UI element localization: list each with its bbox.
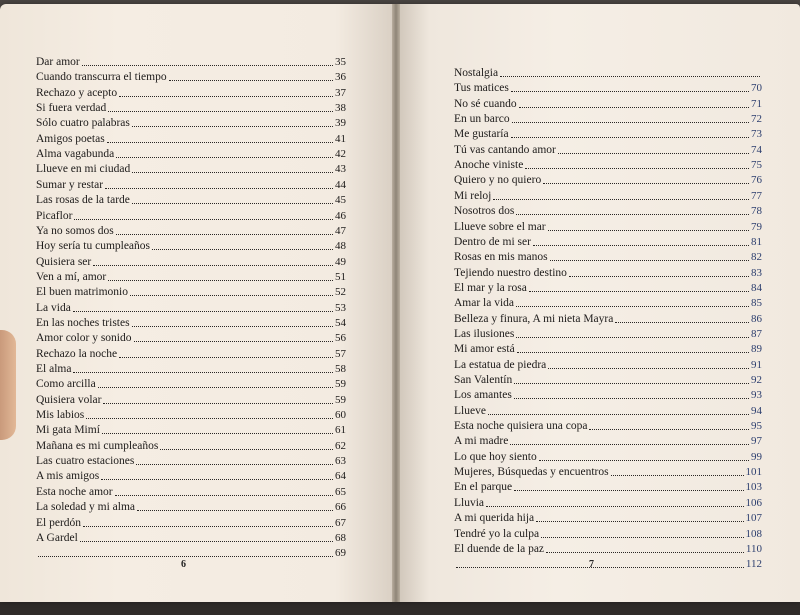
toc-entry-page: 61 bbox=[335, 424, 346, 437]
toc-dot-leader bbox=[611, 474, 744, 476]
toc-dot-leader bbox=[73, 310, 333, 312]
toc-entry bbox=[454, 174, 762, 186]
toc-entry-page: 63 bbox=[335, 455, 346, 468]
toc-entry-page: 71 bbox=[751, 97, 762, 110]
toc-entry bbox=[454, 451, 762, 463]
toc-entry-page: 38 bbox=[335, 102, 346, 115]
toc-entry-page: 35 bbox=[335, 56, 346, 68]
toc-entry-page: 93 bbox=[751, 389, 762, 402]
toc-entry-page: 82 bbox=[751, 251, 762, 264]
toc-entry-title: Mujeres, Búsquedas y encuentros bbox=[454, 466, 609, 479]
toc-dot-leader bbox=[132, 202, 333, 204]
toc-entry bbox=[454, 435, 762, 447]
toc-entry-title: Quisiera volar bbox=[36, 393, 102, 406]
toc-entry bbox=[454, 497, 762, 509]
toc-entry bbox=[36, 501, 346, 513]
toc-entry-page: 106 bbox=[745, 496, 762, 509]
toc-dot-leader bbox=[558, 152, 749, 154]
toc-entry bbox=[454, 282, 762, 294]
toc-dot-leader bbox=[516, 305, 749, 307]
toc-entry bbox=[36, 302, 346, 314]
toc-entry-page: 66 bbox=[335, 501, 346, 514]
toc-entry-title: Quisiera ser bbox=[36, 255, 92, 268]
toc-entry-title: Mi amor está bbox=[454, 343, 515, 356]
toc-entry-page: 84 bbox=[751, 281, 762, 294]
toc-entry-page: 49 bbox=[335, 255, 346, 268]
toc-entry-title: Tú vas cantando amor bbox=[454, 143, 556, 156]
toc-entry-page: 75 bbox=[751, 159, 762, 172]
toc-entry bbox=[454, 343, 762, 355]
toc-entry bbox=[36, 394, 346, 406]
toc-entry-page: 78 bbox=[751, 205, 762, 218]
toc-entry bbox=[36, 117, 346, 129]
toc-dot-leader bbox=[536, 520, 743, 522]
toc-entry bbox=[454, 543, 762, 555]
toc-entry-page: 79 bbox=[751, 220, 762, 233]
toc-entry-title: Belleza y finura, A mi nieta Mayra bbox=[454, 312, 614, 325]
toc-entry-page: 51 bbox=[335, 270, 346, 283]
toc-dot-leader bbox=[160, 448, 333, 450]
toc-entry-title: Nostalgia bbox=[454, 67, 499, 79]
toc-entry-title: La estatua de piedra bbox=[454, 358, 547, 371]
toc-dot-leader bbox=[510, 443, 749, 445]
toc-entry bbox=[36, 363, 346, 375]
toc-entry-title: Alma vagabunda bbox=[36, 148, 115, 161]
toc-entry-page: 69 bbox=[335, 547, 346, 560]
toc-dot-leader bbox=[456, 566, 744, 568]
toc-entry bbox=[36, 102, 346, 114]
toc-entry bbox=[454, 205, 762, 217]
toc-entry bbox=[454, 359, 762, 371]
toc-entry bbox=[36, 71, 346, 83]
toc-entry bbox=[36, 486, 346, 498]
toc-entry-page: 48 bbox=[335, 240, 346, 253]
toc-entry bbox=[454, 251, 762, 263]
toc-dot-leader bbox=[130, 294, 333, 296]
toc-entry-title: Amor color y sonido bbox=[36, 332, 132, 345]
toc-dot-leader bbox=[543, 182, 749, 184]
toc-dot-leader bbox=[533, 244, 749, 246]
toc-entry-page: 58 bbox=[335, 363, 346, 375]
toc-entry-title: Esta noche quisiera una copa bbox=[454, 420, 588, 433]
left-page-number: 6 bbox=[181, 559, 186, 570]
toc-entry-title: Las ilusiones bbox=[454, 327, 515, 340]
toc-entry-page: 59 bbox=[335, 393, 346, 406]
toc-entry-title: Las rosas de la tarde bbox=[36, 194, 130, 207]
toc-entry-page: 91 bbox=[751, 358, 762, 371]
toc-entry-page: 43 bbox=[335, 163, 346, 176]
toc-entry-title: Picaflor bbox=[36, 209, 73, 222]
toc-entry bbox=[36, 517, 346, 529]
toc-entry bbox=[454, 512, 762, 524]
toc-entry-title: Cuando transcurra el tiempo bbox=[36, 71, 167, 84]
toc-entry-title: Tejiendo nuestro destino bbox=[454, 266, 567, 279]
toc-entry-page: 62 bbox=[335, 439, 346, 452]
toc-entry bbox=[36, 225, 346, 237]
book-gutter bbox=[392, 4, 400, 602]
toc-dot-leader bbox=[169, 79, 333, 81]
toc-dot-leader bbox=[514, 397, 749, 399]
toc-entry-title: Mañana es mi cumpleaños bbox=[36, 439, 159, 452]
toc-entry-page: 59 bbox=[335, 378, 346, 391]
toc-entry-page: 83 bbox=[751, 266, 762, 279]
toc-dot-leader bbox=[512, 121, 749, 123]
toc-entry-title: El buen matrimonio bbox=[36, 286, 128, 299]
toc-entry-page: 67 bbox=[335, 516, 346, 529]
toc-entry-title: Dentro de mi ser bbox=[454, 235, 531, 248]
toc-entry bbox=[36, 470, 346, 482]
toc-dot-leader bbox=[589, 428, 749, 430]
toc-entry-page: 103 bbox=[745, 481, 762, 494]
toc-dot-leader bbox=[105, 187, 333, 189]
toc-entry-title: Rechazo y acepto bbox=[36, 86, 118, 99]
toc-dot-leader bbox=[511, 136, 749, 138]
toc-entry-page: 64 bbox=[335, 470, 346, 483]
toc-entry bbox=[454, 267, 762, 279]
toc-entry-title: Sólo cuatro palabras bbox=[36, 117, 130, 130]
toc-entry-title: A mis amigos bbox=[36, 470, 100, 483]
toc-dot-leader bbox=[569, 275, 749, 277]
toc-dot-leader bbox=[516, 336, 749, 338]
toc-entry bbox=[454, 328, 762, 340]
toc-entry bbox=[454, 297, 762, 309]
toc-dot-leader bbox=[525, 167, 749, 169]
toc-entry bbox=[454, 98, 762, 110]
toc-entry bbox=[454, 374, 762, 386]
toc-entry-page: 86 bbox=[751, 312, 762, 325]
toc-dot-leader bbox=[38, 555, 333, 557]
toc-entry-page: 45 bbox=[335, 194, 346, 207]
toc-dot-leader bbox=[101, 478, 333, 480]
toc-dot-leader bbox=[488, 413, 749, 415]
toc-dot-leader bbox=[550, 259, 749, 261]
toc-entry bbox=[36, 424, 346, 436]
toc-entry-title: Sumar y restar bbox=[36, 178, 104, 191]
toc-dot-leader bbox=[116, 156, 333, 158]
toc-dot-leader bbox=[132, 325, 333, 327]
toc-entry-page: 77 bbox=[751, 189, 762, 202]
toc-entry-title: En un barco bbox=[454, 113, 510, 126]
toc-entry-title: Rechazo la noche bbox=[36, 347, 118, 360]
toc-entry-page: 41 bbox=[335, 132, 346, 145]
toc-dot-leader bbox=[119, 356, 333, 358]
toc-dot-leader bbox=[98, 386, 333, 388]
toc-entry bbox=[36, 348, 346, 360]
toc-entry bbox=[36, 271, 346, 283]
toc-entry bbox=[454, 236, 762, 248]
thumb bbox=[0, 330, 16, 440]
toc-entry bbox=[36, 148, 346, 160]
toc-dot-leader bbox=[132, 171, 333, 173]
toc-dot-leader bbox=[136, 463, 333, 465]
toc-dot-leader bbox=[74, 218, 333, 220]
toc-dot-leader bbox=[529, 290, 749, 292]
toc-entry bbox=[36, 240, 346, 252]
toc-entry bbox=[36, 210, 346, 222]
toc-entry-title: Me gustaría bbox=[454, 128, 509, 141]
toc-entry-page: 72 bbox=[751, 113, 762, 126]
toc-entry-page: 56 bbox=[335, 332, 346, 345]
toc-entry-page: 108 bbox=[745, 527, 762, 540]
toc-entry-page: 46 bbox=[335, 209, 346, 222]
toc-entry-page: 39 bbox=[335, 117, 346, 130]
toc-entry bbox=[454, 558, 762, 570]
toc-entry bbox=[36, 532, 346, 544]
toc-dot-leader bbox=[548, 367, 749, 369]
toc-entry-title: Llueve sobre el mar bbox=[454, 220, 546, 233]
toc-entry-title: Los amantes bbox=[454, 389, 512, 402]
toc-dot-leader bbox=[615, 321, 749, 323]
toc-entry-title: Mi reloj bbox=[454, 189, 492, 202]
toc-entry-title: El alma bbox=[36, 363, 72, 375]
toc-dot-leader bbox=[82, 64, 333, 66]
toc-entry-page: 36 bbox=[335, 71, 346, 84]
toc-entry-title: Tendré yo la culpa bbox=[454, 527, 540, 540]
toc-entry-title: Quiero y no quiero bbox=[454, 174, 542, 187]
toc-entry bbox=[36, 332, 346, 344]
toc-entry bbox=[36, 409, 346, 421]
toc-dot-leader bbox=[132, 125, 333, 127]
toc-entry-page: 81 bbox=[751, 235, 762, 248]
toc-entry bbox=[454, 466, 762, 478]
toc-entry-page: 87 bbox=[751, 327, 762, 340]
toc-entry-title: Llueve bbox=[454, 404, 486, 417]
toc-entry-page: 92 bbox=[751, 374, 762, 386]
toc-dot-leader bbox=[108, 110, 333, 112]
toc-entry-title: Lo que hoy siento bbox=[454, 450, 537, 463]
toc-entry-page: 54 bbox=[335, 316, 346, 329]
toc-entry-title: Mis labios bbox=[36, 409, 85, 422]
toc-entry bbox=[454, 190, 762, 202]
toc-entry bbox=[454, 159, 762, 171]
toc-entry bbox=[454, 313, 762, 325]
toc-entry-page: 97 bbox=[751, 435, 762, 448]
toc-entry-title: Esta noche amor bbox=[36, 485, 113, 498]
toc-dot-leader bbox=[519, 106, 749, 108]
toc-entry bbox=[454, 420, 762, 432]
toc-entry bbox=[36, 256, 346, 268]
toc-entry bbox=[454, 221, 762, 233]
toc-entry-title: El duende de la paz bbox=[454, 542, 545, 555]
toc-entry-title: A mi querida hija bbox=[454, 512, 535, 525]
toc-entry-page: 70 bbox=[751, 82, 762, 95]
toc-entry-title: Las cuatro estaciones bbox=[36, 455, 135, 468]
toc-dot-leader bbox=[73, 371, 333, 373]
toc-entry bbox=[36, 286, 346, 298]
toc-entry-title: En el parque bbox=[454, 481, 513, 494]
toc-entry-title: Anoche viniste bbox=[454, 159, 524, 172]
toc-entry-page: 44 bbox=[335, 178, 346, 191]
toc-dot-leader bbox=[103, 402, 333, 404]
toc-entry-title: Como arcilla bbox=[36, 378, 96, 391]
toc-entry bbox=[36, 56, 346, 68]
toc-dot-leader bbox=[539, 459, 749, 461]
toc-entry-page: 76 bbox=[751, 174, 762, 187]
toc-entry-title: A Gardel bbox=[36, 531, 78, 544]
toc-entry-title: No sé cuando bbox=[454, 97, 517, 110]
toc-dot-leader bbox=[548, 229, 749, 231]
toc-entry bbox=[454, 389, 762, 401]
toc-entry bbox=[36, 194, 346, 206]
toc-dot-leader bbox=[517, 351, 749, 353]
toc-entry-title: Rosas en mis manos bbox=[454, 251, 548, 264]
toc-dot-leader bbox=[119, 95, 333, 97]
toc-entry bbox=[36, 133, 346, 145]
toc-dot-leader bbox=[115, 494, 333, 496]
toc-dot-leader bbox=[80, 540, 333, 542]
toc-entry-title: A mi madre bbox=[454, 435, 509, 448]
toc-entry-title: San Valentín bbox=[454, 374, 513, 386]
toc-entry-title: Si fuera verdad bbox=[36, 102, 107, 115]
toc-entry bbox=[36, 455, 346, 467]
toc-entry-page: 68 bbox=[335, 531, 346, 544]
toc-entry-title: Dar amor bbox=[36, 56, 80, 68]
toc-entry bbox=[454, 67, 762, 79]
toc-dot-leader bbox=[541, 536, 743, 538]
toc-entry bbox=[36, 317, 346, 329]
toc-entry-page: 52 bbox=[335, 286, 346, 299]
toc-entry-page: 42 bbox=[335, 148, 346, 161]
toc-entry-page: 107 bbox=[745, 512, 762, 525]
toc-entry bbox=[454, 82, 762, 94]
toc-entry bbox=[454, 128, 762, 140]
toc-entry-title: Amar la vida bbox=[454, 297, 515, 310]
toc-entry-title: Ya no somos dos bbox=[36, 224, 114, 237]
toc-entry-page: 47 bbox=[335, 224, 346, 237]
toc-entry-page: 37 bbox=[335, 86, 346, 99]
toc-dot-leader bbox=[493, 198, 749, 200]
toc-entry bbox=[454, 405, 762, 417]
toc-entry-page: 94 bbox=[751, 404, 762, 417]
toc-entry-title: El mar y la rosa bbox=[454, 281, 527, 294]
toc-entry-title: La vida bbox=[36, 301, 71, 314]
toc-entry-title: Hoy sería tu cumpleaños bbox=[36, 240, 151, 253]
toc-entry bbox=[36, 378, 346, 390]
toc-entry-page: 57 bbox=[335, 347, 346, 360]
toc-dot-leader bbox=[102, 432, 333, 434]
toc-entry-page: 60 bbox=[335, 409, 346, 422]
toc-entry-title: Lluvia bbox=[454, 496, 485, 509]
toc-dot-leader bbox=[134, 340, 333, 342]
toc-entry-title: En las noches tristes bbox=[36, 316, 130, 329]
toc-entry-page: 85 bbox=[751, 297, 762, 310]
toc-dot-leader bbox=[511, 90, 749, 92]
toc-dot-leader bbox=[116, 233, 333, 235]
toc-entry-title: Llueve en mi ciudad bbox=[36, 163, 131, 176]
toc-entry-title: Amigos poetas bbox=[36, 132, 105, 145]
toc-entry bbox=[454, 481, 762, 493]
toc-entry-title: Mi gata Mimí bbox=[36, 424, 100, 437]
toc-entry-page: 65 bbox=[335, 485, 346, 498]
toc-entry bbox=[36, 179, 346, 191]
toc-entry-title: Tus matices bbox=[454, 82, 509, 95]
toc-entry-page: 73 bbox=[751, 128, 762, 141]
toc-dot-leader bbox=[546, 551, 744, 553]
toc-entry bbox=[454, 528, 762, 540]
toc-dot-leader bbox=[514, 382, 749, 384]
toc-entry-page: 101 bbox=[745, 466, 762, 479]
toc-dot-leader bbox=[152, 248, 333, 250]
toc-dot-leader bbox=[500, 75, 760, 77]
toc-entry-title: Ven a mí, amor bbox=[36, 270, 107, 283]
toc-dot-leader bbox=[137, 509, 333, 511]
toc-entry-page: 74 bbox=[751, 143, 762, 156]
toc-entry-page: 53 bbox=[335, 301, 346, 314]
toc-dot-leader bbox=[93, 264, 333, 266]
toc-entry bbox=[36, 163, 346, 175]
toc-entry-title: La soledad y mi alma bbox=[36, 501, 135, 514]
toc-dot-leader bbox=[107, 141, 333, 143]
right-page-number: 7 bbox=[589, 559, 594, 570]
toc-entry bbox=[36, 547, 346, 559]
toc-entry-page: 95 bbox=[751, 420, 762, 433]
toc-entry-title: El perdón bbox=[36, 516, 82, 529]
toc-entry-page: 99 bbox=[751, 450, 762, 463]
toc-dot-leader bbox=[83, 525, 333, 527]
toc-entry bbox=[454, 113, 762, 125]
toc-entry bbox=[36, 87, 346, 99]
toc-dot-leader bbox=[486, 505, 743, 507]
toc-entry bbox=[36, 440, 346, 452]
toc-entry-page: 89 bbox=[751, 343, 762, 356]
toc-dot-leader bbox=[86, 417, 333, 419]
toc-dot-leader bbox=[514, 489, 743, 491]
toc-dot-leader bbox=[516, 213, 749, 215]
toc-dot-leader bbox=[108, 279, 333, 281]
toc-entry-page: 112 bbox=[745, 558, 762, 571]
toc-entry-page: 110 bbox=[745, 542, 762, 555]
toc-entry bbox=[454, 144, 762, 156]
toc-entry-title: Nosotros dos bbox=[454, 205, 515, 218]
